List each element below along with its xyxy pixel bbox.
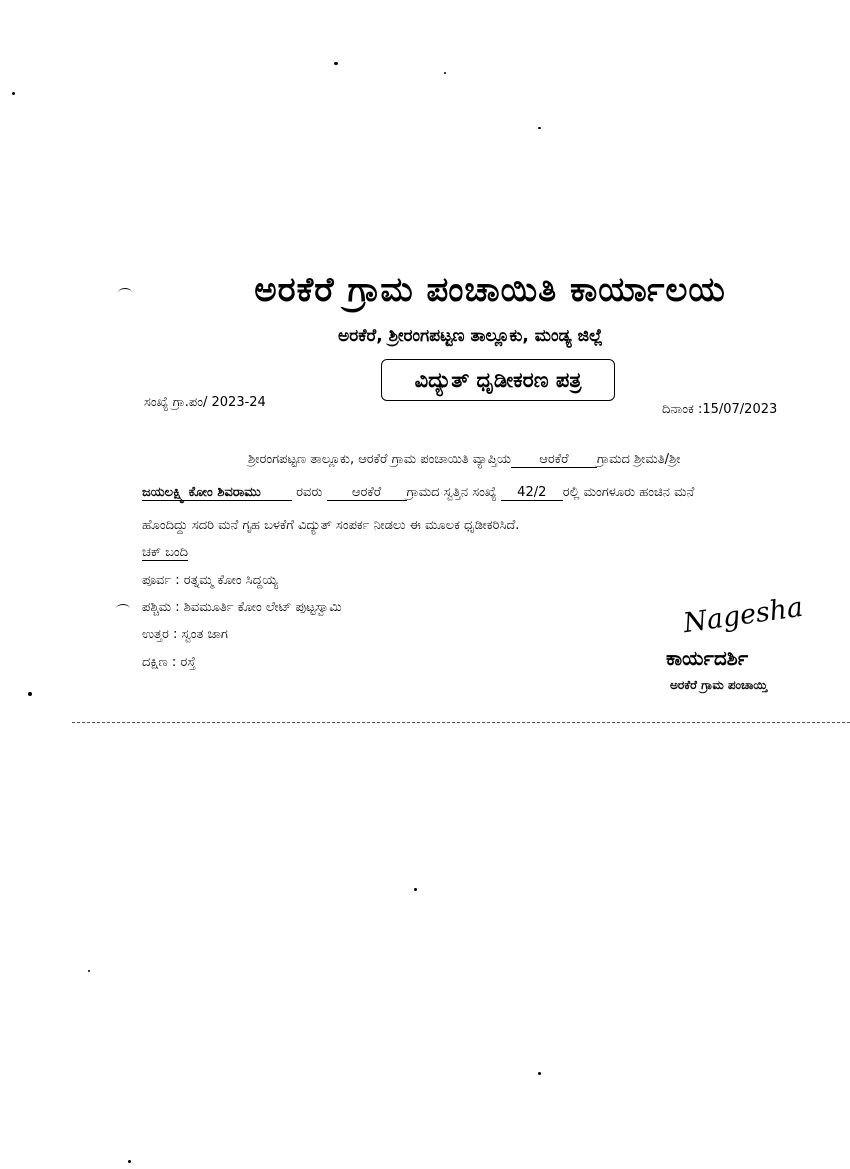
scan-speck	[334, 62, 338, 65]
scan-mark	[116, 604, 130, 613]
boundaries-heading-text: ಚಕ್ ಬಂದಿ	[142, 545, 189, 560]
divider-line	[72, 722, 850, 723]
scan-speck	[444, 72, 446, 74]
body-line-1	[248, 452, 681, 468]
scan-speck	[12, 92, 15, 95]
scan-mark	[118, 288, 132, 297]
body-line-3: ಹೊಂದಿದ್ದು ಸದರಿ ಮನೆ ಗೃಹ ಬಳಕೆಗೆ ವಿದ್ಯುತ್ ಸಂಪರ್ಕ ನೀಡಲು ಈ ಮೂಲಕ ಧೃಡೀಕರಿಸಿದೆ.	[142, 518, 520, 533]
signatory-office: ಅರಕೆರೆ ಗ್ರಾಮ ಪಂಚಾಯ್ತಿ	[670, 678, 768, 692]
scan-speck	[538, 127, 541, 129]
boundary-north: ಉತ್ತರ : ಸ್ವಂತ ಜಾಗ	[142, 627, 228, 642]
scan-speck	[88, 970, 90, 972]
office-title: ಅರಕೆರೆ ಗ್ರಾಮ ಪಂಚಾಯಿತಿ ಕಾರ್ಯಾಲಯ	[254, 270, 726, 310]
property-number: 42/2	[501, 485, 563, 501]
reference-number: ಸಂಖ್ಯೆ ಗ್ರಾ.ಪಂ/ 2023-24	[144, 395, 266, 410]
scan-speck	[128, 1160, 131, 1163]
signature-scrawl: Nagesha	[681, 591, 805, 640]
body-line-1-tail: ಗ್ರಾಮದ ಶ್ರೀಮತಿ/ಶ್ರೀ	[596, 452, 681, 467]
body-line-2-mid2: ಗ್ರಾಮದ ಸ್ವತ್ತಿನ ಸಂಖ್ಯೆ	[406, 485, 497, 500]
boundary-south: ದಕ್ಷಿಣ : ರಸ್ತೆ	[142, 655, 196, 670]
certificate-title-box	[381, 359, 615, 401]
issue-date: ದಿನಾಂಕ :15/07/2023	[662, 402, 778, 417]
boundary-west: ಪಶ್ಚಿಮ : ಶಿವಮೂರ್ತಿ ಕೋಂ ಲೇಟ್ ಪುಟ್ಟಸ್ವಾಮಿ	[142, 600, 342, 615]
boundary-east: ಪೂರ್ವ : ರತ್ನಮ್ಮ ಕೋಂ ಸಿದ್ದಯ್ಯ	[142, 573, 279, 588]
body-line-1-text: ಶ್ರೀರಂಗಪಟ್ಟಣ ತಾಲ್ಲೂಕು, ಆರಕೆರೆ ಗ್ರಾಮ ಪಂಚಾಯಿತಿ ವ್ಯಾಪ್ತಿಯ	[248, 452, 511, 467]
signatory-designation: ಕಾರ್ಯದರ್ಶಿ	[666, 646, 749, 670]
boundaries-heading	[142, 545, 188, 561]
person-name: ಜಯಲಕ್ಷ್ಮಿ ಕೋಂ ಶಿವರಾಮು	[142, 485, 292, 501]
village-fill-2: ಆರಕೆರೆ	[327, 485, 407, 501]
body-line-2	[142, 485, 694, 501]
scan-speck	[414, 888, 417, 891]
scan-speck	[538, 1072, 541, 1075]
body-line-2-tail: ರಲ್ಲಿ ಮಂಗಳೂರು ಹಂಚಿನ ಮನೆ	[562, 485, 695, 500]
scan-speck	[28, 692, 32, 696]
body-line-2-mid: ರವರು	[296, 485, 323, 500]
village-fill: ಆರಕೆರೆ	[511, 452, 597, 468]
certificate-title: ವಿದ್ಯುತ್ ಧೃಡೀಕರಣ ಪತ್ರ	[414, 367, 582, 392]
office-address: ಅರಕೆರೆ, ಶ್ರೀರಂಗಪಟ್ಟಣ ತಾಲ್ಲೂಕು, ಮಂಡ್ಯ ಜಿಲ್ಲೆ	[338, 326, 603, 346]
